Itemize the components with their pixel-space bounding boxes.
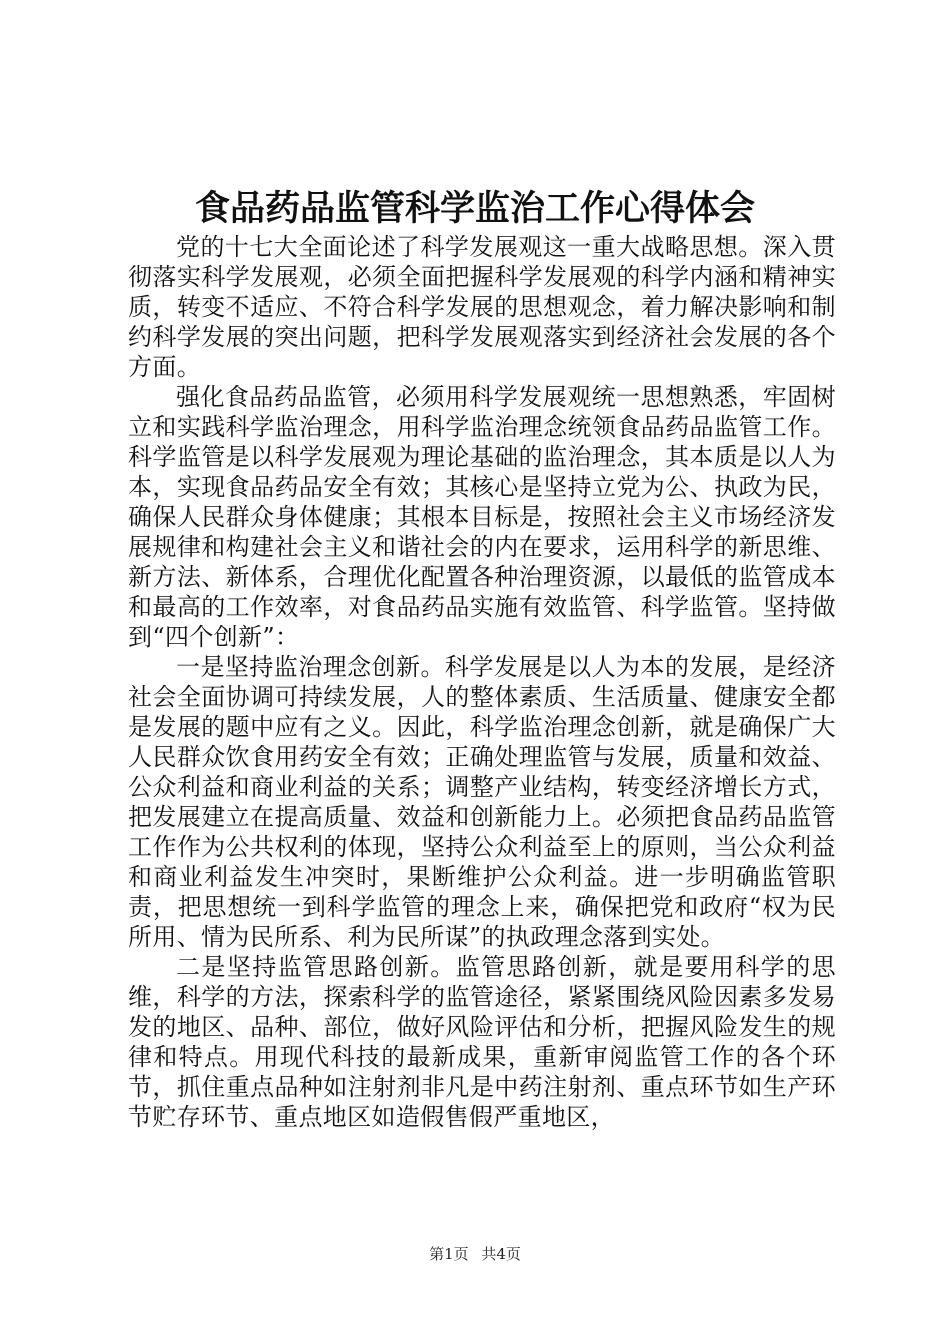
paragraph-concept-innovation: 一是坚持监治理念创新。科学发展是以人为本的发展，是经济社会全面协调可持续发展，人的整体素质、生活质量、健康安全都是发展的题中应有之义。因此，科学监治理念创新，就是确保广大人民群众饮食用药安全有效；正确处理监管与发展，质量和效益、公众利益和商业利益的关系；调整产业结构，转变经济增长方式，把发展建立在提高质量、效益和创新能力上。必须把食品药品监管工作作为公共权利的体现，坚持公众利益至上的原则，当公众利益和商业利益发生冲突时，果断维护公众利益。进一步明确监管职责，把思想统一到科学监管的理念上来，确保把党和政府“权为民所用、情为民所系、利为民所谋”的执政理念落到实处。 (128, 653, 836, 951)
paragraph-approach-innovation: 二是坚持监管思路创新。监管思路创新，就是要用科学的思维，科学的方法，探索科学的监管途径，紧紧围绕风险因素多发易发的地区、品种、部位，做好风险评估和分析，把握风险发生的规律和特点。用现代科技的最新成果，重新审阅监管工作的各个环节，抓住重点品种如注射剂非凡是中药注射剂、重点环节如生产环节贮存环节、重点地区如造假售假严重地区， (128, 953, 836, 1131)
paragraph-intro: 党的十七大全面论述了科学发展观这一重大战略思想。深入贯彻落实科学发展观，必须全面把握科学发展观的科学内涵和精神实质，转变不适应、不符合科学发展的思想观念，着力解决影响和制约科学发展的突出问题，把科学发展观落实到经济社会发展的各个方面。 (128, 233, 836, 381)
page-total: 共4页 (481, 1245, 521, 1263)
paragraph-strengthen-supervision: 强化食品药品监管，必须用科学发展观统一思想熟悉，牢固树立和实践科学监治理念，用科学监治理念统领食品药品监管工作。科学监管是以科学发展观为理论基础的监治理念，其本质是以人为本，实现食品药品安全有效；其核心是坚持立党为公、执政为民，确保人民群众身体健康；其根本目标是，按照社会主义市场经济发展规律和构建社会主义和谐社会的内在要求，运用科学的新思维、新方法、新体系，合理优化配置各种治理资源，以最低的监管成本和最高的工作效率，对食品药品实施有效监管、科学监管。坚持做到“四个创新”： (128, 383, 836, 651)
page-number: 第1页 (429, 1245, 469, 1263)
document-body (128, 232, 836, 1132)
page-footer (0, 1244, 950, 1264)
document-title: 食品药品监管科学监治工作心得体会 (194, 188, 755, 229)
